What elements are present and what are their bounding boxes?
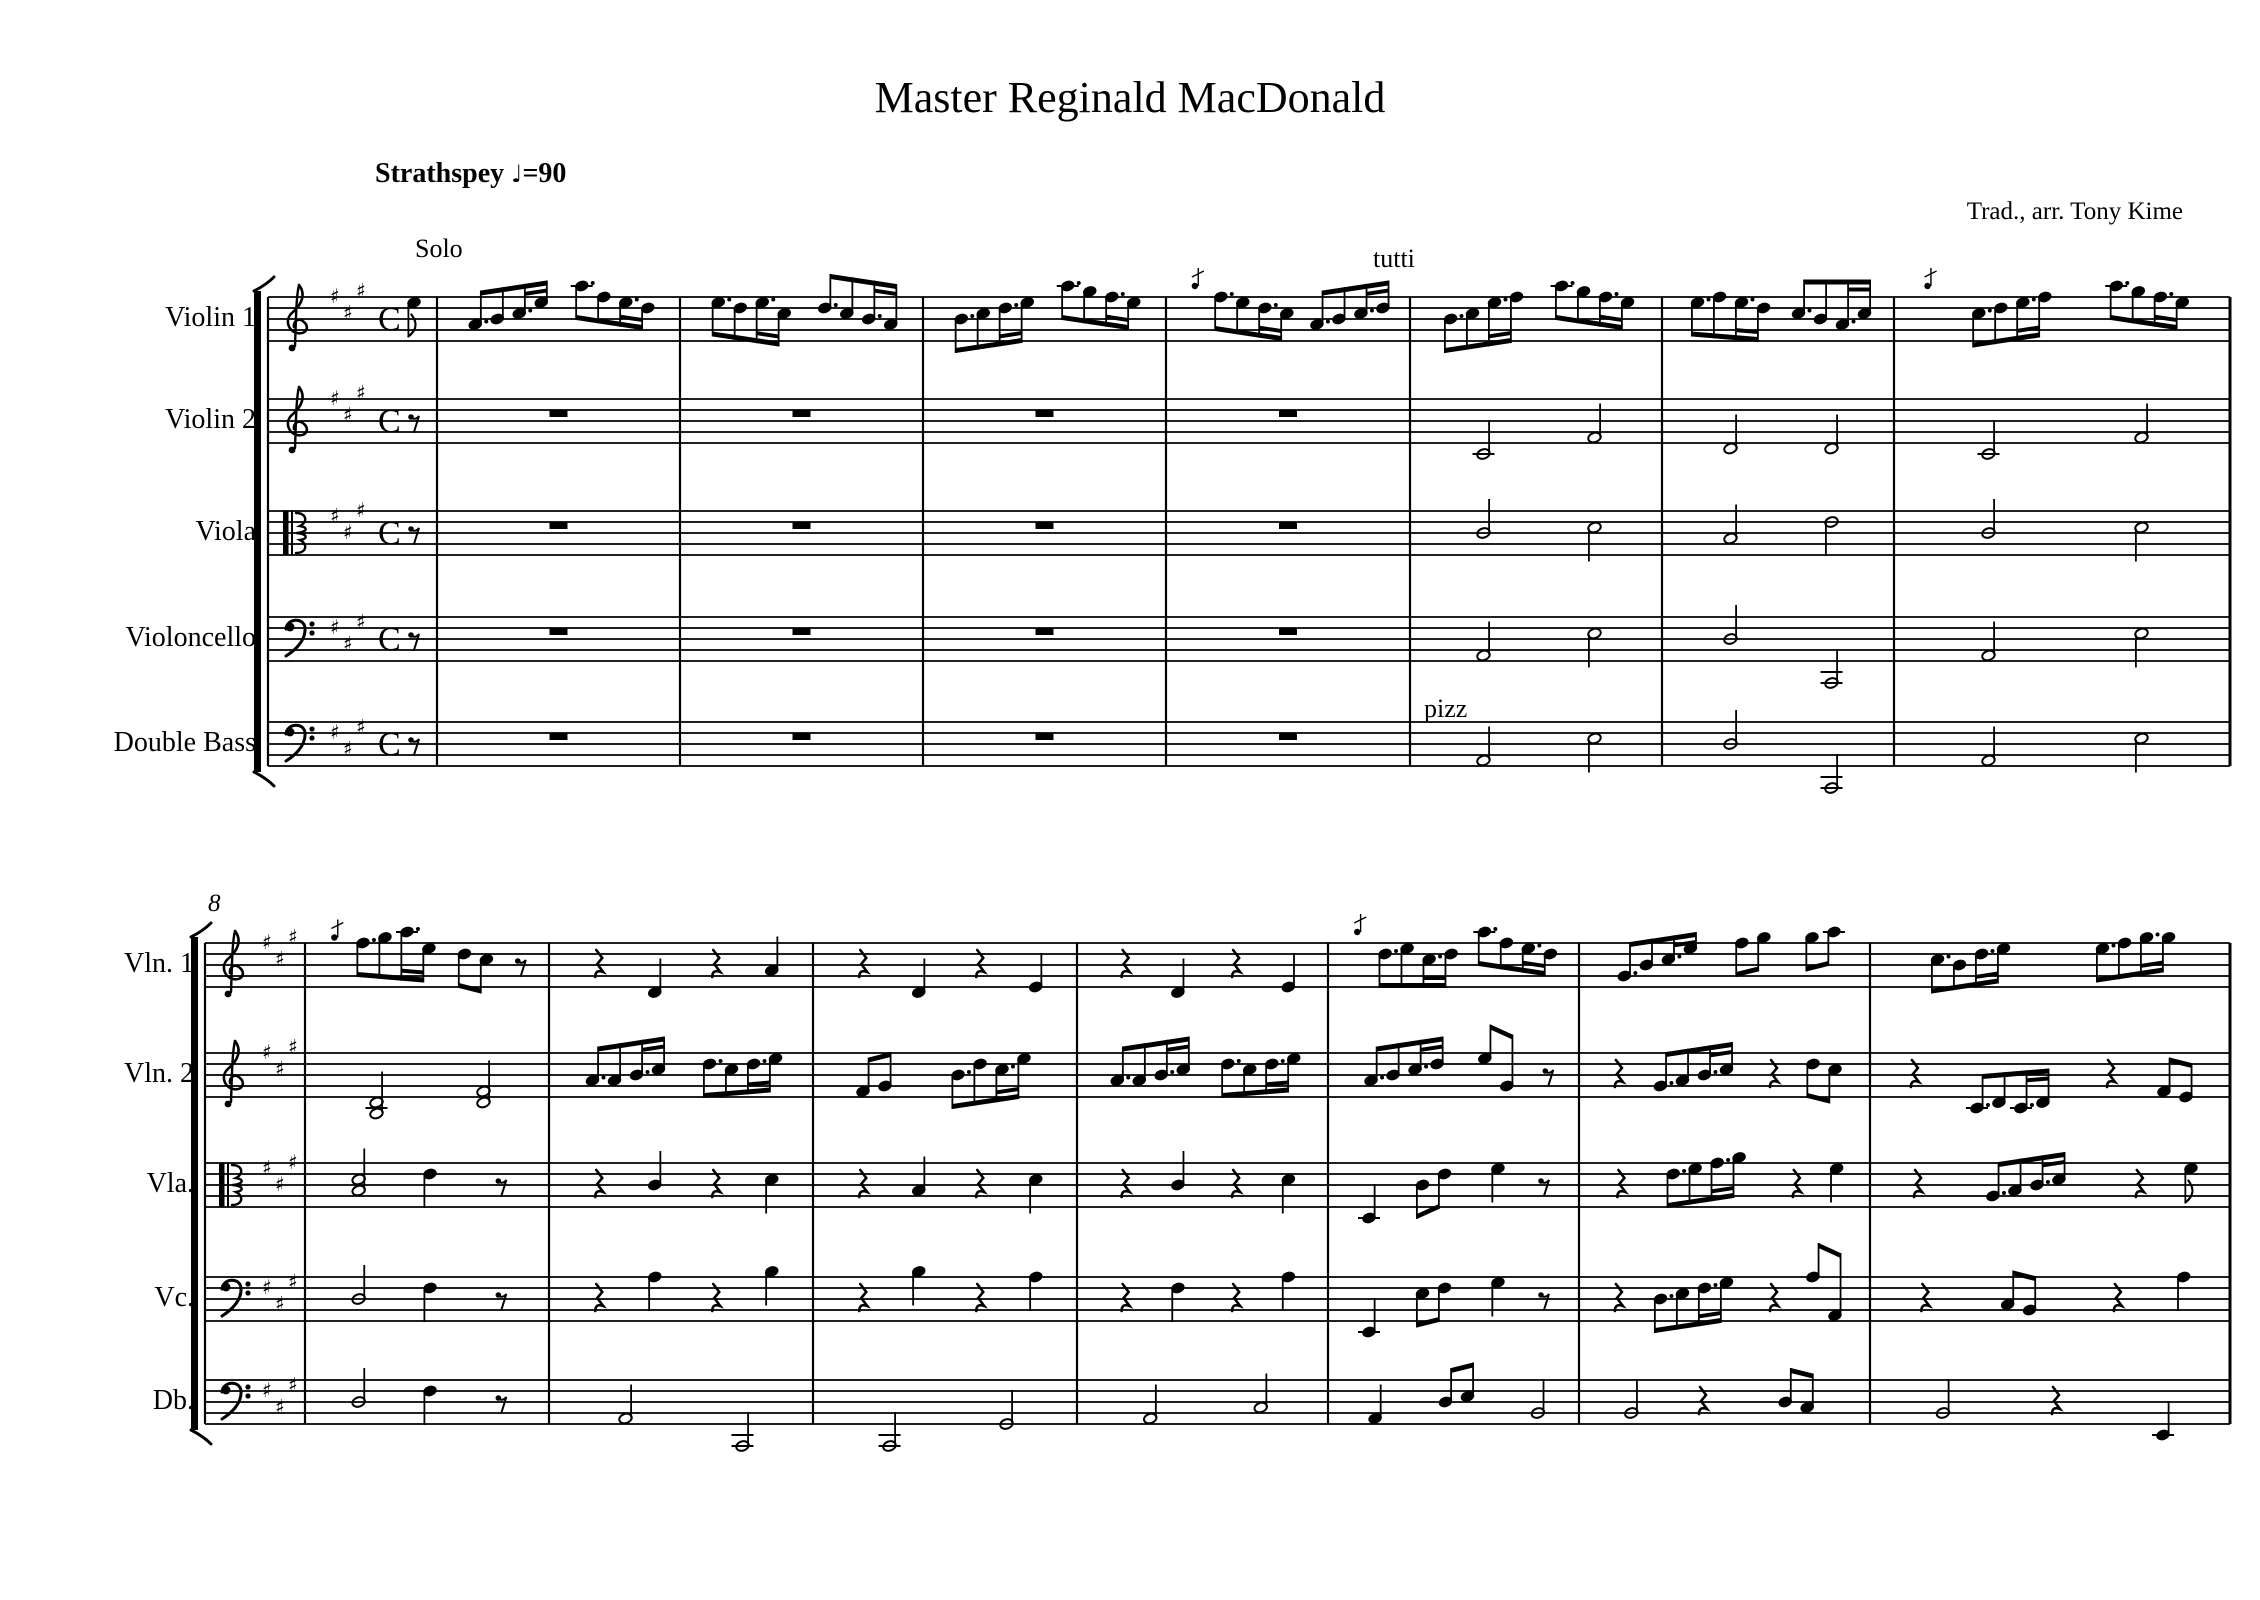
measure — [711, 274, 899, 347]
svg-text:♯: ♯ — [275, 1056, 285, 1081]
beam — [1489, 331, 1511, 338]
system-2-staff-vla- — [205, 1149, 2230, 1225]
common-time-icon — [378, 515, 401, 552]
whole-rest — [793, 733, 811, 740]
beam — [2027, 1077, 2049, 1083]
system-2-staff-vln-2 — [205, 1025, 2230, 1120]
whole-rest — [1279, 522, 1297, 529]
whole-rest — [1036, 410, 1054, 417]
tempo-marking — [375, 158, 566, 190]
sharp-icon — [330, 284, 340, 308]
measure — [351, 1149, 506, 1209]
sharp-icon — [288, 1035, 298, 1059]
sharp-icon — [330, 504, 340, 528]
system-1-staff-double-bass — [268, 710, 2230, 794]
measure — [1914, 1152, 2198, 1203]
sharp-icon — [262, 1378, 272, 1402]
whole-rest — [550, 522, 568, 529]
measure — [1476, 499, 1602, 562]
svg-text:♯: ♯ — [356, 380, 366, 405]
measure — [1143, 1374, 1269, 1425]
svg-text:♯: ♯ — [275, 946, 285, 971]
svg-text:♯: ♯ — [275, 1394, 285, 1419]
system-2 — [191, 914, 2230, 1452]
measure — [1690, 280, 1872, 343]
measure — [793, 733, 811, 740]
instrument-label-vln-1: Vln. 1 — [124, 948, 194, 979]
sharp-icon — [262, 1275, 272, 1299]
measure — [1279, 628, 1297, 635]
measure — [1615, 1042, 1843, 1104]
measure — [331, 920, 526, 994]
measure — [351, 1265, 506, 1322]
svg-text:♯: ♯ — [262, 1275, 272, 1299]
svg-text:C: C — [378, 621, 401, 658]
svg-text:♯: ♯ — [330, 503, 340, 528]
svg-text:♯: ♯ — [343, 736, 353, 761]
measure — [859, 950, 1043, 999]
beam — [1490, 1025, 1512, 1040]
system-2-staff-db- — [205, 1363, 2230, 1453]
svg-text:♯: ♯ — [356, 498, 366, 522]
beam — [2170, 1058, 2192, 1069]
beam — [1976, 972, 1998, 979]
measure — [1036, 733, 1054, 740]
beam — [1421, 1045, 1443, 1052]
measure — [1110, 1037, 1302, 1099]
whole-rest — [550, 410, 568, 417]
tutti-marking: tutti — [1373, 244, 1415, 273]
whole-rest — [1279, 628, 1297, 635]
svg-text:♯: ♯ — [288, 924, 298, 949]
measure — [585, 1037, 783, 1099]
sharp-icon — [356, 279, 366, 303]
beam — [1451, 1363, 1473, 1374]
measure — [1279, 410, 1297, 417]
instrument-label-violin-1: Violin 1 — [165, 302, 256, 333]
piece-title: Master Reginald MacDonald — [874, 73, 1386, 122]
sharp-icon — [275, 947, 285, 971]
beam — [525, 289, 547, 296]
svg-text:C: C — [378, 726, 401, 763]
beam — [1167, 1045, 1189, 1052]
sharp-icon — [275, 1395, 285, 1419]
measure — [793, 410, 811, 417]
instrument-label-viola: Viola — [195, 516, 256, 547]
arranger-credit: Trad., arr. Tony Kime — [1966, 198, 2183, 225]
solo-marking: Solo — [415, 234, 463, 263]
dance-type-label: Strathspey — [375, 158, 505, 189]
system-2-staff-vln-1 — [205, 914, 2230, 999]
common-time-icon — [378, 403, 401, 440]
whole-rest — [793, 410, 811, 417]
svg-text:♯: ♯ — [288, 1150, 298, 1174]
sharp-icon — [356, 498, 366, 522]
beam — [1819, 1243, 1841, 1258]
beam — [1791, 1368, 1813, 1379]
beam — [2043, 1160, 2065, 1167]
measure — [595, 937, 779, 999]
whole-rest — [550, 733, 568, 740]
svg-text:♯: ♯ — [343, 402, 353, 427]
common-time-icon — [378, 726, 401, 763]
system-1-staff-violoncello — [268, 605, 2230, 689]
measure — [550, 628, 568, 635]
svg-text:♯: ♯ — [356, 278, 366, 303]
whole-rest — [1036, 733, 1054, 740]
beam — [830, 274, 896, 289]
beam — [757, 331, 779, 338]
sharp-icon — [288, 1373, 298, 1397]
beam — [1736, 328, 1758, 334]
beam — [1379, 983, 1445, 988]
sharp-icon — [356, 610, 366, 634]
measure — [1930, 931, 2176, 993]
instrument-label-violin-2: Violin 2 — [165, 404, 256, 435]
beam — [2155, 315, 2177, 322]
quarter-note-icon: ♩ — [511, 160, 523, 188]
tempo-value: =90 — [522, 158, 567, 189]
whole-rest — [1036, 628, 1054, 635]
measure — [1935, 1379, 2174, 1441]
svg-text:C: C — [378, 515, 401, 552]
whole-rest — [550, 628, 568, 635]
instrument-label-violoncello: Violoncello — [125, 622, 256, 653]
svg-text:♯: ♯ — [262, 1155, 272, 1180]
measure — [1036, 628, 1054, 635]
measure — [550, 733, 568, 740]
instrument-label-vc-: Vc. — [154, 1282, 194, 1313]
beam — [1699, 1311, 1721, 1318]
svg-text:♯: ♯ — [275, 1172, 285, 1196]
measure — [618, 1385, 754, 1453]
sharp-icon — [288, 1270, 298, 1294]
measure — [1122, 1271, 1296, 1322]
measure — [855, 1052, 1031, 1109]
sharp-icon — [343, 301, 353, 325]
measure — [1624, 1368, 1815, 1419]
measure — [1279, 522, 1297, 529]
beam — [1932, 979, 1998, 994]
sharp-icon — [356, 715, 366, 739]
common-time-icon — [378, 621, 401, 658]
measure — [1036, 522, 1054, 529]
measure — [793, 522, 811, 529]
measure — [351, 1368, 506, 1425]
system-1-staff-viola — [268, 498, 2230, 562]
measure — [954, 280, 1142, 353]
sharp-icon — [262, 1156, 272, 1180]
whole-rest — [1036, 522, 1054, 529]
measure — [595, 1151, 779, 1214]
measure — [1354, 914, 1558, 988]
beam — [2013, 1271, 2035, 1282]
whole-rest — [793, 628, 811, 635]
svg-text:♯: ♯ — [288, 1269, 298, 1294]
svg-text:♯: ♯ — [262, 1040, 272, 1064]
beam — [459, 983, 481, 994]
common-time-icon — [378, 301, 401, 338]
whole-rest — [1279, 733, 1297, 740]
svg-text:C: C — [378, 301, 401, 338]
beam — [1710, 1050, 1732, 1057]
svg-text:♯: ♯ — [330, 386, 340, 410]
sharp-icon — [275, 1057, 285, 1081]
beam — [1807, 1093, 1829, 1104]
measure-number: 8 — [208, 890, 221, 917]
beam — [2141, 961, 2163, 968]
beam — [1712, 1186, 1734, 1193]
measure — [1617, 1151, 1844, 1208]
sharp-icon — [330, 720, 340, 744]
measure — [468, 280, 656, 331]
svg-text:♯: ♯ — [330, 615, 340, 639]
sharp-icon — [330, 386, 340, 410]
sharp-icon — [343, 403, 353, 427]
svg-text:♯: ♯ — [356, 609, 366, 634]
measure — [1368, 1363, 1546, 1425]
beam — [996, 1087, 1018, 1094]
system-2-staff-vc- — [205, 1243, 2230, 1338]
svg-text:♯: ♯ — [275, 1291, 285, 1316]
svg-text:♯: ♯ — [343, 631, 353, 656]
measure — [366, 1061, 492, 1120]
measure — [1279, 733, 1297, 740]
beam — [1367, 289, 1389, 296]
beam — [1523, 961, 1545, 968]
measure — [1358, 1162, 1549, 1224]
instrument-label-vln-2: Vln. 2 — [124, 1058, 194, 1089]
beam — [1973, 333, 2039, 348]
beam — [620, 315, 642, 322]
beam — [2017, 326, 2039, 333]
beam — [1848, 288, 1870, 292]
system-1-staff-violin-2 — [268, 381, 2230, 461]
beam — [1804, 280, 1870, 285]
sharp-icon — [288, 1150, 298, 1174]
measure — [1122, 950, 1296, 999]
beam — [642, 1045, 664, 1052]
sharp-icon — [288, 925, 298, 949]
sharp-icon — [275, 1292, 285, 1316]
svg-text:♯: ♯ — [330, 284, 340, 308]
measure — [1122, 1151, 1296, 1214]
system-1-staff-violin-1 — [268, 268, 2230, 353]
measure — [1358, 1276, 1549, 1338]
beam — [1259, 326, 1281, 333]
svg-text:♯: ♯ — [356, 714, 366, 739]
pizzicato-marking: pizz — [1424, 694, 1468, 723]
measure — [879, 1390, 1015, 1452]
svg-text:C: C — [378, 403, 401, 440]
sharp-icon — [343, 632, 353, 656]
beam — [874, 289, 896, 296]
sharp-icon — [275, 1172, 285, 1196]
beam — [1423, 976, 1445, 980]
svg-text:♯: ♯ — [288, 1034, 298, 1059]
svg-text:♯: ♯ — [330, 720, 340, 744]
svg-text:♯: ♯ — [262, 1378, 272, 1402]
beam — [1106, 315, 1128, 322]
beam — [1806, 961, 1828, 972]
instrument-label-vla-: Vla. — [146, 1168, 194, 1199]
measure — [550, 410, 568, 417]
svg-text:♯: ♯ — [343, 300, 353, 325]
beam — [401, 969, 423, 975]
measure — [1981, 499, 2149, 562]
svg-text:♯: ♯ — [343, 520, 353, 544]
whole-rest — [793, 522, 811, 529]
beam — [1600, 315, 1622, 322]
system-1 — [254, 268, 2230, 794]
whole-rest — [1279, 410, 1297, 417]
measure — [793, 628, 811, 635]
sharp-icon — [262, 1040, 272, 1064]
instrument-label-db-: Db. — [152, 1385, 194, 1416]
measure — [550, 522, 568, 529]
svg-text:♯: ♯ — [262, 930, 272, 954]
measure — [1036, 410, 1054, 417]
sharp-icon — [330, 615, 340, 639]
beam — [1000, 331, 1022, 338]
instrument-label-double-bass: Double Bass — [113, 727, 256, 758]
sharp-icon — [343, 520, 353, 544]
svg-text:♯: ♯ — [288, 1372, 298, 1397]
measure — [1364, 1025, 1554, 1093]
measure — [1443, 280, 1635, 353]
beam — [1417, 1317, 1439, 1328]
sharp-icon — [356, 381, 366, 405]
sharp-icon — [343, 737, 353, 761]
beam — [2097, 968, 2163, 983]
measure — [1723, 505, 1839, 557]
sharp-icon — [262, 930, 272, 954]
